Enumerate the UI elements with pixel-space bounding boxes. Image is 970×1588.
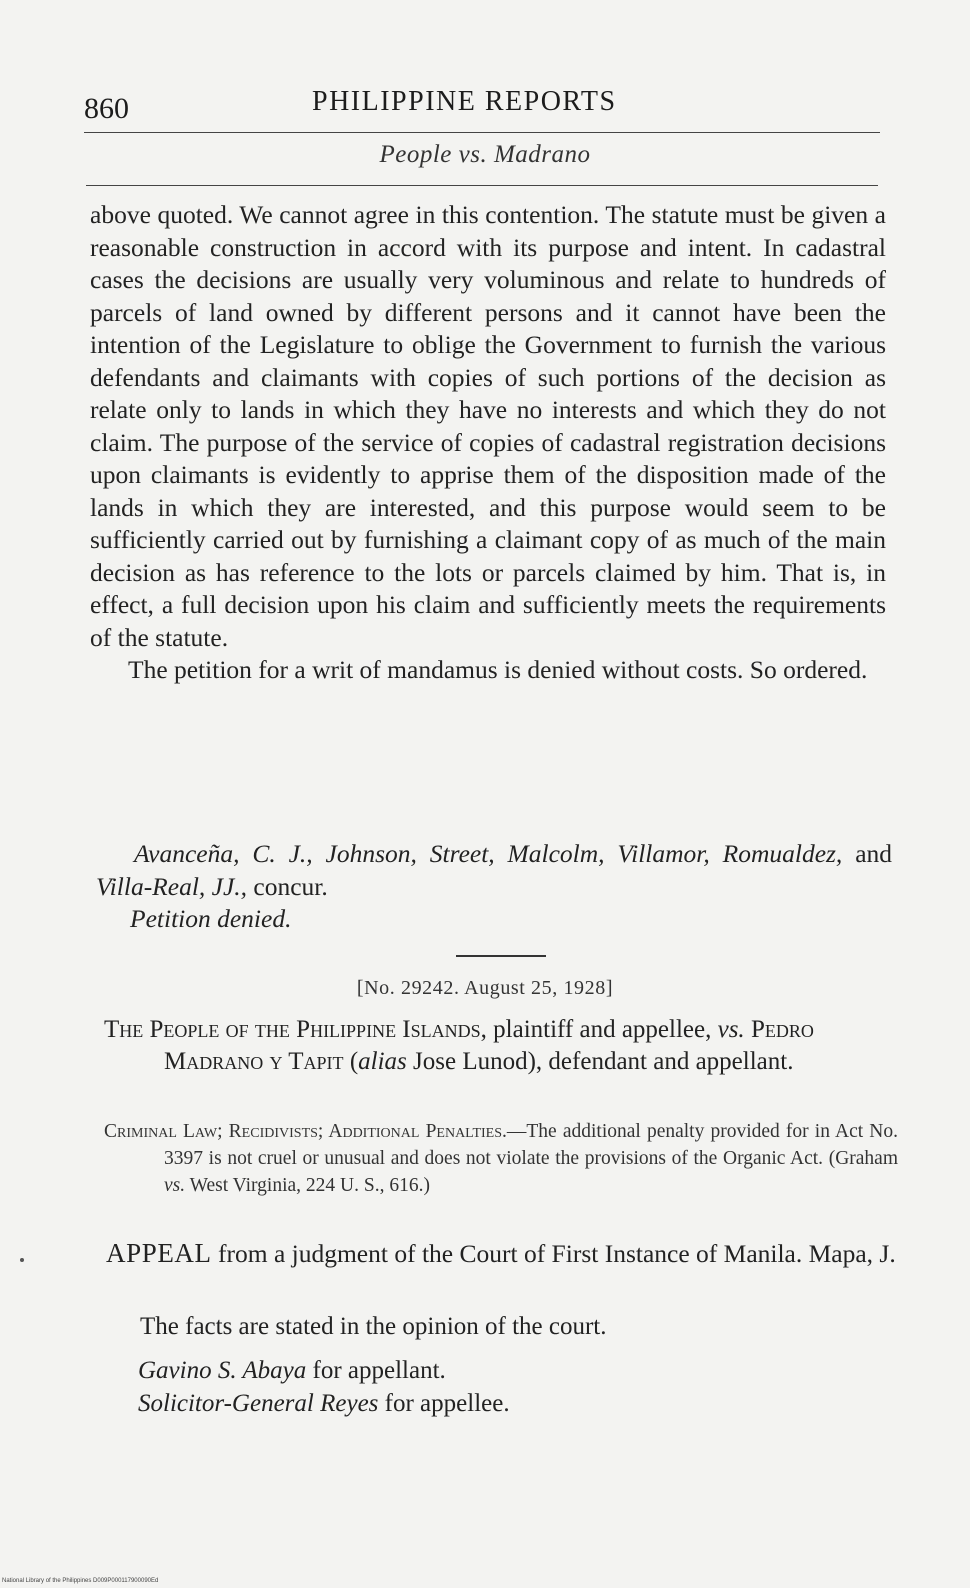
running-title: PHILIPPINE REPORTS — [312, 86, 617, 117]
syllabus-vs: vs. — [164, 1175, 186, 1196]
syllabus-heading: Criminal Law; Recidivists; Additional Penalties. — [104, 1121, 507, 1142]
defendant-role: defendant and appellant. — [548, 1048, 794, 1075]
disposition: Petition denied. — [130, 904, 292, 933]
plaintiff-name: The People of the Philippine Islands, — [104, 1016, 487, 1043]
section-divider — [456, 955, 546, 957]
case-title: People vs. Madrano — [379, 141, 591, 168]
appeal-text: from a judgment of the Court of First Instance of Manila. Mapa, J. — [218, 1239, 896, 1268]
header-rule-top — [84, 132, 880, 133]
concur-word: concur. — [253, 871, 328, 901]
syllabus — [104, 1118, 898, 1199]
defendant-name: Pedro Madrano y Tapit — [164, 1016, 814, 1075]
opinion-body — [90, 199, 886, 687]
case-parties — [104, 1014, 894, 1078]
counsel-appellant-name: Gavino S. Abaya — [138, 1357, 307, 1384]
opinion-paragraph-1: above quoted. We cannot agree in this contention. The statute must be given a reasonable construction in accord with its purpose and intent. In cadastral cases the decisions are usually very voluminous and relate to hundreds of parcels of land owned by different persons and it cannot have been the intention of the Legislature to oblige the Government to furnish the various defendants and claimants with copies of such portions of the decision as relate only to lands in which they have no interests and which they do not claim. The purpose of the service of copies of cadastral registration decisions upon claimants is evidently to apprise them of the disposition made of the lands in which they are interested, and this purpose would seem to be sufficiently carried out by furnishing a claimant copy of as much of the main decision as has reference to the lots or parcels claimed by him. That is, in effect, a full decision upon his claim and sufficiently meets the requirements of the statute. — [90, 200, 886, 652]
counsel-appellee — [138, 1390, 510, 1418]
facts-statement: The facts are stated in the opinion of the court. — [140, 1313, 607, 1340]
counsel-appellant-role: for appellant. — [312, 1357, 446, 1384]
alias-open: ( — [349, 1048, 359, 1075]
alias-word: alias — [358, 1048, 407, 1075]
syllabus-text: —The additional penalty provided for in Act No. 3397 is not cruel or unusual and does not violate the provisions of the Organic Act. (Graham — [164, 1121, 898, 1169]
appeal-word: APPEAL — [106, 1238, 212, 1268]
concurring-justice-last: Villa-Real, JJ., — [96, 871, 248, 901]
page-number: 860 — [84, 92, 129, 125]
counsel-appellee-role: for appellee. — [384, 1390, 510, 1417]
counsel-appellant — [138, 1357, 446, 1385]
plaintiff-role: plaintiff and appellee, — [493, 1016, 712, 1043]
docket-line: [No. 29242. August 25, 1928] — [356, 977, 614, 999]
opinion-paragraph-2: The petition for a writ of mandamus is denied without costs. So ordered. — [128, 655, 868, 684]
concurrence-block — [96, 838, 892, 936]
scan-footer: National Library of the Philippines D009P000117900090Ed — [2, 1578, 159, 1584]
counsel-appellee-name: Solicitor-General Reyes — [138, 1390, 379, 1417]
margin-mark — [20, 1258, 24, 1262]
appeal-statement — [106, 1237, 902, 1270]
concur-and: and — [855, 839, 893, 868]
alias-name: Jose Lunod), — [413, 1048, 543, 1075]
concurring-justices: Avanceña, C. J., Johnson, Street, Malcolm, Villamor, Romualdez, — [134, 839, 843, 868]
syllabus-citation: West Virginia, 224 U. S., 616.) — [189, 1175, 430, 1196]
versus: vs. — [717, 1016, 745, 1043]
concurrence-line — [96, 838, 892, 903]
header-rule-bottom — [86, 185, 878, 186]
page-header — [84, 86, 884, 130]
